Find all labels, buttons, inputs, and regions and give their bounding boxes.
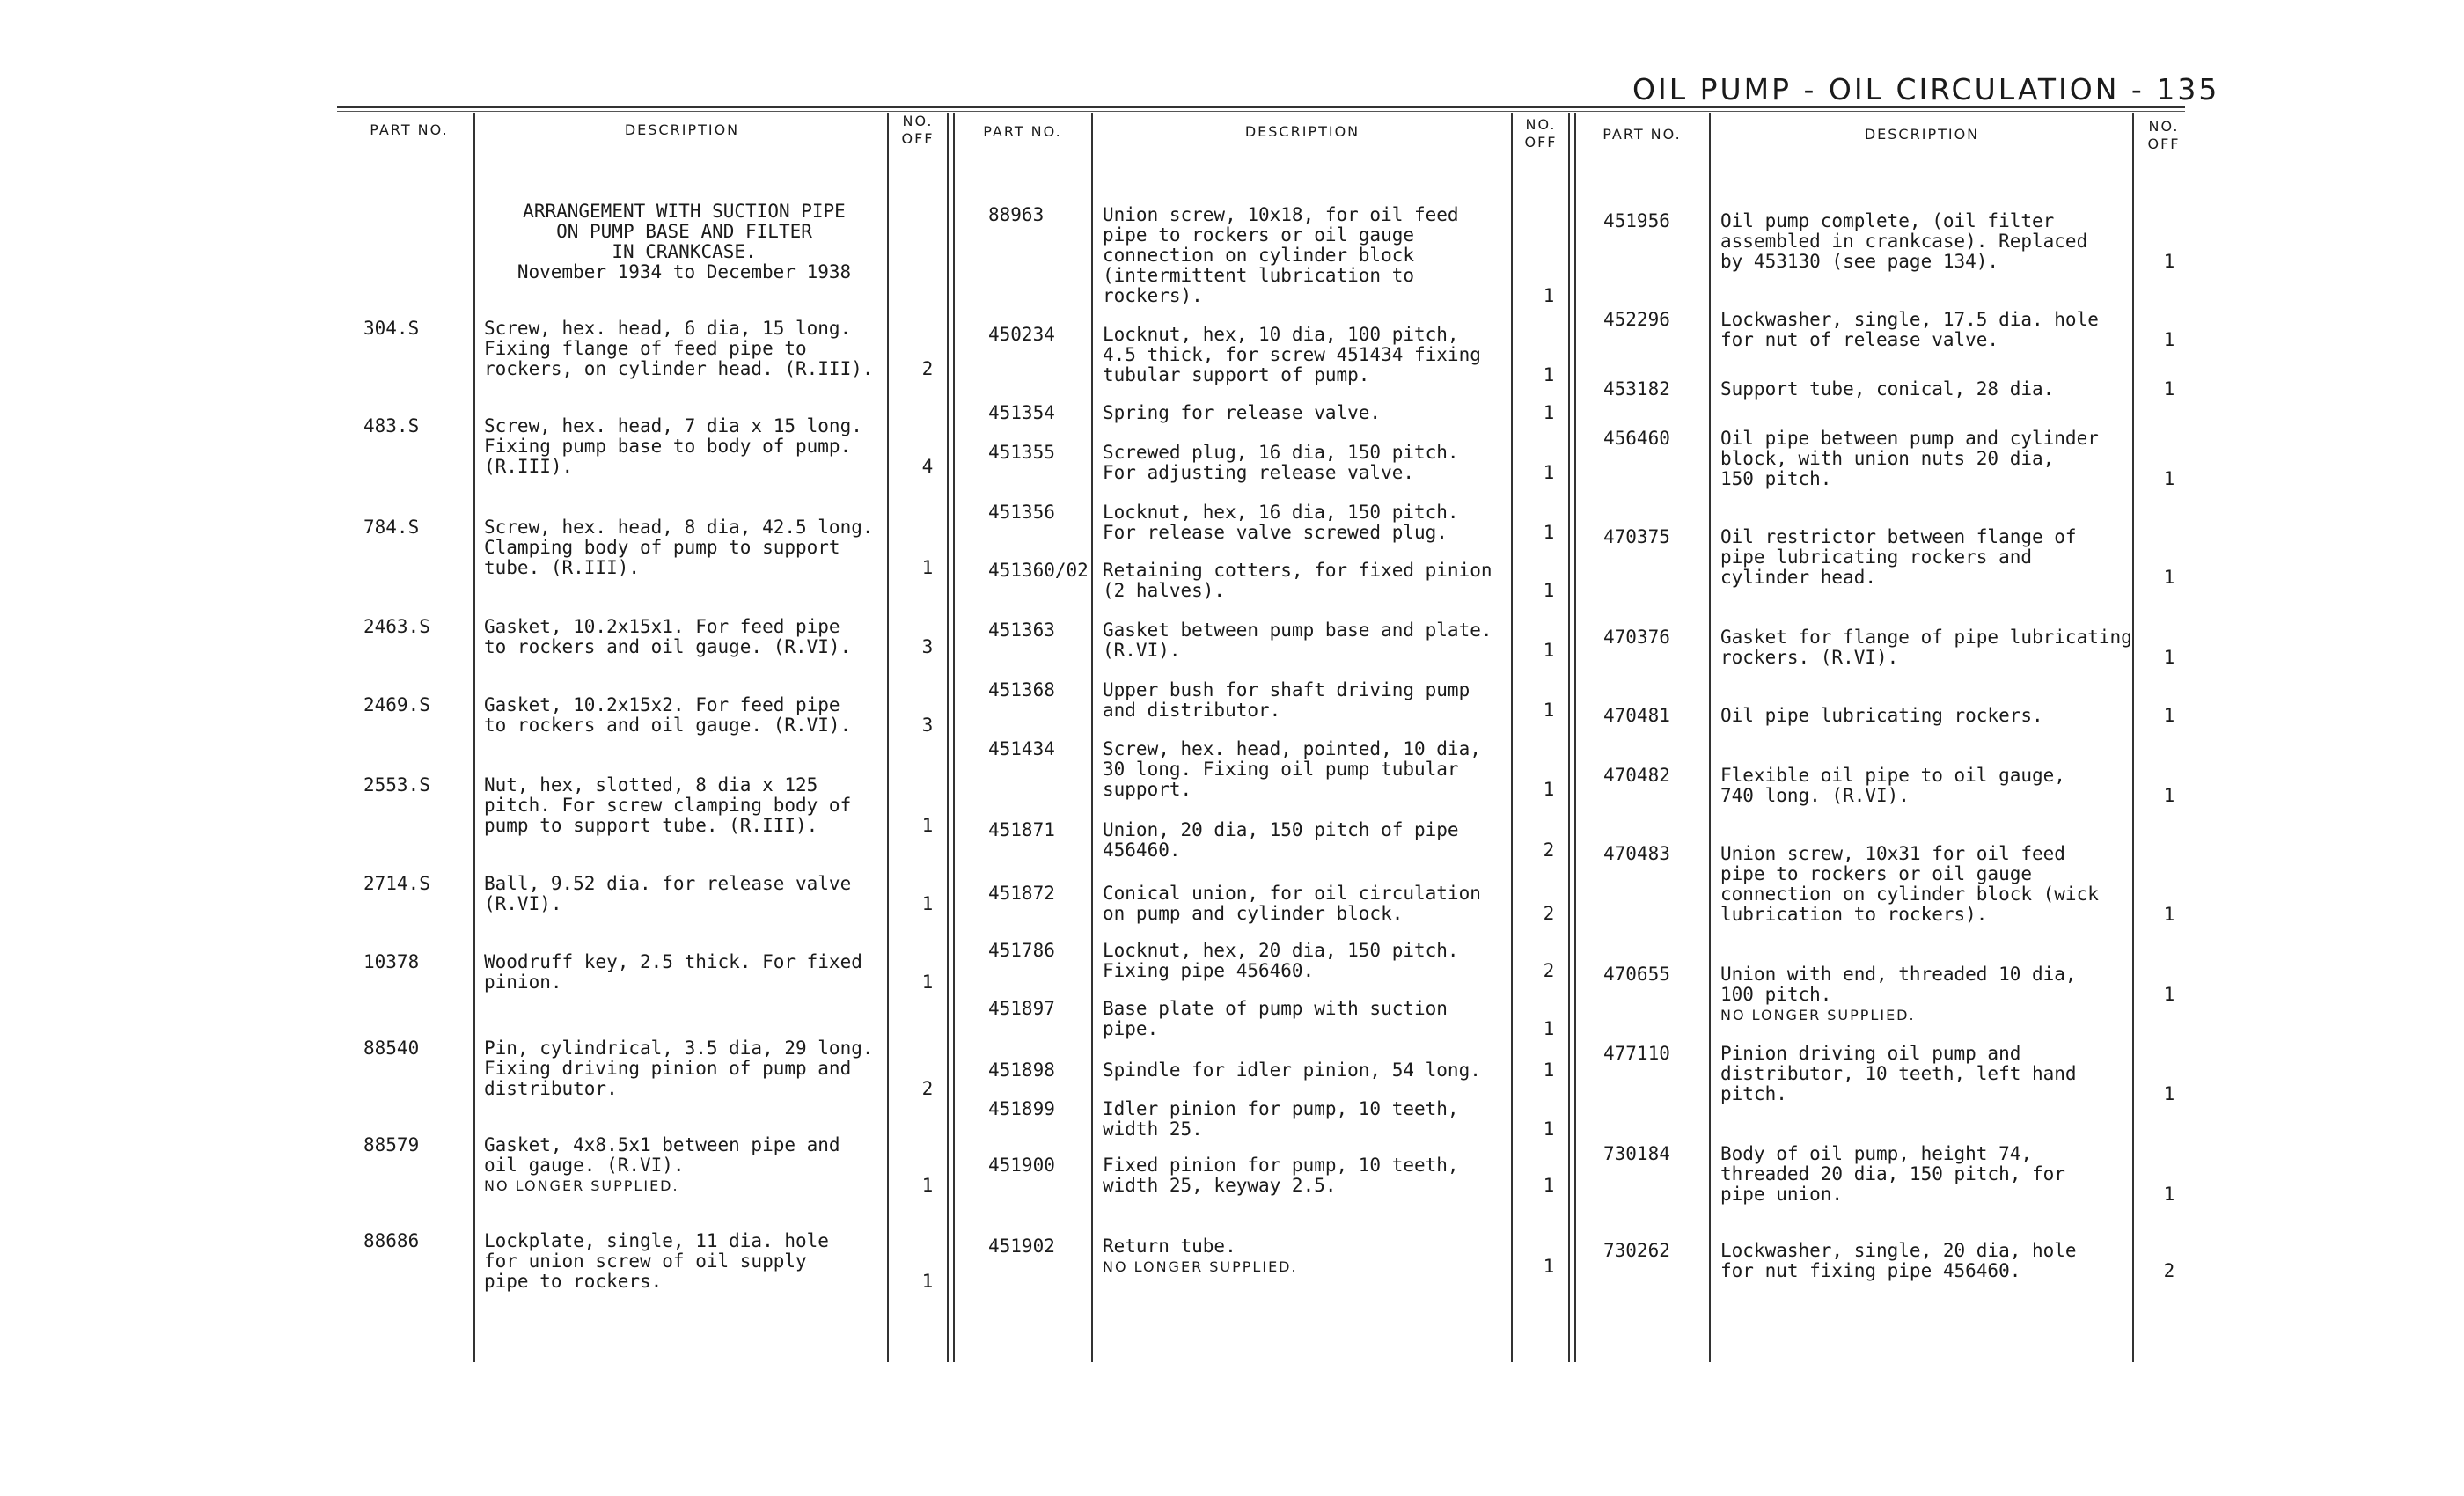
part-description: [1103, 502, 1459, 543]
part-description: [1103, 820, 1459, 861]
quantity: 1: [2163, 1083, 2175, 1104]
part-description: [484, 1038, 874, 1099]
part-description: [1103, 205, 1459, 306]
supply-note: NO LONGER SUPPLIED.: [1103, 1258, 1298, 1275]
description-line: Gasket, 10.2x15x2. For feed pipe: [484, 694, 840, 715]
description-line: pipe union.: [1720, 1184, 1844, 1205]
description-line: Conical union, for oil circulation: [1103, 883, 1481, 904]
description-line: Retaining cotters, for fixed pinion: [1103, 560, 1492, 581]
description-line: pitch. For screw clamping body of: [484, 795, 852, 816]
description-line: Screwed plug, 16 dia, 150 pitch.: [1103, 442, 1459, 463]
description-line: Screw, hex. head, 8 dia, 42.5 long.: [484, 517, 874, 538]
quantity: 1: [921, 1271, 934, 1292]
part-number: 451363: [988, 620, 1055, 641]
description-line: connection on cylinder block: [1103, 245, 1415, 266]
part-number: 88686: [363, 1230, 420, 1251]
description-line: lubrication to rockers).: [1720, 904, 1988, 925]
description-line: Oil pump complete, (oil filter: [1720, 210, 2055, 231]
part-description: [1720, 1044, 2077, 1104]
top-rule-thin: [337, 111, 2185, 112]
description-line: Fixing pump base to body of pump.: [484, 436, 852, 457]
part-description: [1720, 1144, 2065, 1205]
description-line: distributor, 10 teeth, left hand: [1720, 1063, 2077, 1084]
quantity: 1: [1543, 285, 1555, 306]
header-part-no-1: PART NO.: [370, 121, 449, 138]
description-line: (2 halves).: [1103, 580, 1226, 601]
part-number: 730184: [1603, 1143, 1670, 1164]
part-description: [1720, 964, 2077, 1025]
description-line: (intermittent lubrication to: [1103, 265, 1415, 286]
part-description: [1103, 620, 1492, 661]
description-line: For adjusting release valve.: [1103, 462, 1415, 483]
description-line: width 25, keyway 2.5.: [1103, 1175, 1337, 1196]
part-number: 304.S: [363, 318, 420, 339]
part-number: 451956: [1603, 210, 1670, 231]
description-line: cylinder head.: [1720, 567, 1877, 588]
col-divider: [947, 113, 949, 1362]
part-number: 470482: [1603, 765, 1670, 786]
description-line: Locknut, hex, 20 dia, 150 pitch.: [1103, 940, 1459, 961]
part-description: [1720, 844, 2099, 925]
part-description: [484, 617, 851, 657]
description-line: oil gauge. (R.VI).: [484, 1155, 685, 1176]
description-line: pipe to rockers or oil gauge: [1103, 224, 1415, 246]
part-number: 451355: [988, 442, 1055, 463]
description-line: for nut fixing pipe 456460.: [1720, 1260, 2021, 1281]
description-line: Oil pipe between pump and cylinder: [1720, 428, 2099, 449]
part-description: [1103, 941, 1459, 981]
header-description-2: DESCRIPTION: [1244, 123, 1360, 140]
quantity: 1: [2163, 378, 2175, 400]
description-line: Woodruff key, 2.5 thick. For fixed: [484, 951, 862, 972]
quantity: 3: [921, 636, 934, 657]
header-description-1: DESCRIPTION: [624, 121, 740, 138]
description-line: and distributor.: [1103, 700, 1281, 721]
part-number: 483.S: [363, 415, 420, 436]
part-description: [484, 695, 851, 736]
part-description: [1720, 527, 2077, 588]
part-description: [1103, 1099, 1459, 1140]
section-heading: [480, 202, 889, 282]
part-description: [484, 1231, 829, 1292]
header-no: NO.: [2148, 118, 2180, 135]
part-number: 451872: [988, 883, 1055, 904]
description-line: 100 pitch.: [1720, 984, 1832, 1005]
description-line: 150 pitch.: [1720, 468, 1832, 489]
part-description: [484, 319, 874, 379]
description-line: rockers, on cylinder head. (R.III).: [484, 358, 874, 379]
description-line: Pin, cylindrical, 3.5 dia, 29 long.: [484, 1038, 874, 1059]
description-line: support.: [1103, 779, 1192, 800]
part-number: 470376: [1603, 627, 1670, 648]
description-line: Return tube.: [1103, 1236, 1236, 1257]
description-line: (R.VI).: [1103, 640, 1181, 661]
part-description: [1103, 403, 1381, 423]
part-description: [1103, 884, 1481, 924]
part-number: 470481: [1603, 705, 1670, 726]
col-divider: [1574, 113, 1576, 1362]
section-heading-line: ARRANGEMENT WITH SUCTION PIPE: [523, 201, 846, 222]
quantity: 2: [1543, 960, 1555, 981]
part-description: [1103, 1060, 1481, 1081]
description-line: Gasket, 10.2x15x1. For feed pipe: [484, 616, 840, 637]
top-rule: [337, 106, 2185, 108]
description-line: Gasket for flange of pipe lubricating: [1720, 627, 2132, 648]
description-line: Body of oil pump, height 74,: [1720, 1143, 2033, 1164]
col-divider: [887, 113, 889, 1362]
supply-note: NO LONGER SUPPLIED.: [1720, 1007, 1916, 1023]
description-line: width 25.: [1103, 1118, 1203, 1140]
part-number: 451786: [988, 940, 1055, 961]
part-number: 2469.S: [363, 694, 430, 715]
quantity: 1: [1543, 779, 1555, 800]
description-line: block, with union nuts 20 dia,: [1720, 448, 2055, 469]
description-line: Union screw, 10x18, for oil feed: [1103, 204, 1459, 225]
description-line: connection on cylinder block (wick: [1720, 884, 2099, 905]
quantity: 2: [921, 358, 934, 379]
description-line: 456460.: [1103, 840, 1181, 861]
quantity: 1: [2163, 567, 2175, 588]
quantity: 1: [1543, 1118, 1555, 1140]
header-part-no-2: PART NO.: [983, 123, 1062, 140]
description-line: Fixing pipe 456460.: [1103, 960, 1315, 981]
part-description: [1103, 561, 1492, 601]
description-line: Flexible oil pipe to oil gauge,: [1720, 765, 2065, 786]
supply-note: NO LONGER SUPPLIED.: [484, 1177, 679, 1194]
description-line: on pump and cylinder block.: [1103, 903, 1404, 924]
col-divider: [1511, 113, 1513, 1362]
part-description: [1103, 1155, 1459, 1196]
quantity: 1: [1543, 1175, 1555, 1196]
part-number: 450234: [988, 324, 1055, 345]
part-number: 10378: [363, 951, 420, 972]
part-number: 470655: [1603, 964, 1670, 985]
quantity: 1: [1543, 364, 1555, 385]
header-no: NO.: [1525, 116, 1557, 133]
part-number: 451897: [988, 998, 1055, 1019]
part-description: [1720, 429, 2099, 489]
description-line: Union with end, threaded 10 dia,: [1720, 964, 2077, 985]
quantity: 1: [921, 893, 934, 914]
description-line: Screw, hex. head, pointed, 10 dia,: [1103, 738, 1481, 759]
header-no: NO.: [902, 113, 934, 129]
quantity: 1: [2163, 251, 2175, 272]
quantity: 1: [921, 557, 934, 578]
part-description: [1103, 999, 1448, 1039]
description-line: Gasket between pump base and plate.: [1103, 620, 1492, 641]
quantity: 1: [921, 815, 934, 836]
part-description: [484, 517, 874, 578]
quantity: 1: [1543, 1060, 1555, 1081]
description-line: by 453130 (see page 134).: [1720, 251, 1999, 272]
description-line: Oil pipe lubricating rockers.: [1720, 705, 2043, 726]
description-line: pipe to rockers or oil gauge: [1720, 863, 2033, 884]
col-divider: [473, 113, 475, 1362]
part-number: 451434: [988, 738, 1055, 759]
description-line: (R.III).: [484, 456, 574, 477]
part-description: [1103, 325, 1481, 385]
description-line: Pinion driving oil pump and: [1720, 1043, 2021, 1064]
quantity: 2: [1543, 903, 1555, 924]
part-number: 784.S: [363, 517, 420, 538]
quantity: 1: [1543, 640, 1555, 661]
description-line: Lockwasher, single, 17.5 dia. hole: [1720, 309, 2099, 330]
quantity: 2: [921, 1078, 934, 1099]
description-line: to rockers and oil gauge. (R.VI).: [484, 636, 852, 657]
header-no-off-2: [1514, 116, 1568, 151]
part-description: [484, 1135, 840, 1196]
description-line: (R.VI).: [484, 893, 562, 914]
description-line: Idler pinion for pump, 10 teeth,: [1103, 1098, 1459, 1119]
part-number: 451902: [988, 1236, 1055, 1257]
description-line: Nut, hex, slotted, 8 dia x 125: [484, 774, 818, 796]
description-line: Ball, 9.52 dia. for release valve: [484, 873, 852, 894]
col-divider: [953, 113, 955, 1362]
description-line: Union, 20 dia, 150 pitch of pipe: [1103, 819, 1459, 840]
quantity: 1: [1543, 522, 1555, 543]
col-divider: [2132, 113, 2134, 1362]
quantity: 2: [2163, 1260, 2175, 1281]
quantity: 1: [1543, 700, 1555, 721]
description-line: 740 long. (R.VI).: [1720, 785, 1910, 806]
quantity: 1: [1543, 462, 1555, 483]
description-line: pinion.: [484, 972, 562, 993]
description-line: Base plate of pump with suction: [1103, 998, 1448, 1019]
part-number: 451900: [988, 1155, 1055, 1176]
part-number: 730262: [1603, 1240, 1670, 1261]
quantity: 1: [2163, 705, 2175, 726]
description-line: to rockers and oil gauge. (R.VI).: [484, 715, 852, 736]
description-line: pump to support tube. (R.III).: [484, 815, 818, 836]
quantity: 1: [2163, 785, 2175, 806]
part-number: 2553.S: [363, 774, 430, 796]
description-line: Lockwasher, single, 20 dia, hole: [1720, 1240, 2077, 1261]
part-description: [484, 874, 851, 914]
part-description: [1103, 443, 1459, 483]
part-number: 88963: [988, 204, 1045, 225]
description-line: Screw, hex. head, 6 dia, 15 long.: [484, 318, 852, 339]
quantity: 1: [2163, 1184, 2175, 1205]
section-heading-line: November 1934 to December 1938: [517, 261, 852, 282]
description-line: Support tube, conical, 28 dia.: [1720, 378, 2055, 400]
header-off: OFF: [1524, 134, 1558, 150]
description-line: Lockplate, single, 11 dia. hole: [484, 1230, 829, 1251]
part-number: 477110: [1603, 1043, 1670, 1064]
part-number: 470483: [1603, 843, 1670, 864]
section-heading-line: ON PUMP BASE AND FILTER: [556, 221, 812, 242]
description-line: Fixed pinion for pump, 10 teeth,: [1103, 1155, 1459, 1176]
quantity: 1: [1543, 402, 1555, 423]
description-line: threaded 20 dia, 150 pitch, for: [1720, 1163, 2065, 1184]
part-number: 453182: [1603, 378, 1670, 400]
description-line: 4.5 thick, for screw 451434 fixing: [1103, 344, 1481, 365]
part-number: 2463.S: [363, 616, 430, 637]
description-line: rockers).: [1103, 285, 1203, 306]
part-description: [1720, 310, 2099, 350]
section-heading-line: IN CRANKCASE.: [612, 241, 757, 262]
description-line: For release valve screwed plug.: [1103, 522, 1448, 543]
header-no-off-1: [889, 113, 947, 148]
description-line: Upper bush for shaft driving pump: [1103, 679, 1470, 700]
description-line: assembled in crankcase). Replaced: [1720, 231, 2088, 252]
part-number: 451898: [988, 1060, 1055, 1081]
header-description-3: DESCRIPTION: [1864, 126, 1980, 143]
description-line: pipe to rockers.: [484, 1271, 663, 1292]
description-line: Oil restrictor between flange of: [1720, 526, 2077, 547]
description-line: tubular support of pump.: [1103, 364, 1370, 385]
quantity: 1: [1543, 580, 1555, 601]
quantity: 2: [1543, 840, 1555, 861]
part-number: 451871: [988, 819, 1055, 840]
description-line: Fixing driving pinion of pump and: [484, 1058, 852, 1079]
part-number: 451899: [988, 1098, 1055, 1119]
quantity: 3: [921, 715, 934, 736]
description-line: Locknut, hex, 16 dia, 150 pitch.: [1103, 502, 1459, 523]
part-number: 470375: [1603, 526, 1670, 547]
quantity: 1: [2163, 984, 2175, 1005]
description-line: pipe lubricating rockers and: [1720, 546, 2033, 568]
description-line: distributor.: [484, 1078, 618, 1099]
part-description: [1103, 680, 1470, 721]
description-line: for nut of release valve.: [1720, 329, 1999, 350]
col-divider: [1091, 113, 1093, 1362]
header-no-off-3: [2135, 118, 2193, 153]
quantity: 1: [1543, 1256, 1555, 1277]
description-line: rockers. (R.VI).: [1720, 647, 1899, 668]
part-number: 456460: [1603, 428, 1670, 449]
part-description: [1103, 739, 1481, 800]
part-description: [1720, 627, 2132, 668]
part-description: [484, 416, 862, 477]
part-number: 451356: [988, 502, 1055, 523]
header-off: OFF: [901, 130, 935, 147]
description-line: Spring for release valve.: [1103, 402, 1382, 423]
description-line: Clamping body of pump to support: [484, 537, 840, 558]
part-description: [1720, 706, 2043, 726]
description-line: for union screw of oil supply: [484, 1250, 807, 1272]
part-description: [1720, 766, 2065, 806]
part-description: [484, 952, 862, 993]
quantity: 1: [921, 972, 934, 993]
description-line: tube. (R.III).: [484, 557, 641, 578]
header-part-no-3: PART NO.: [1602, 126, 1682, 143]
part-description: [1720, 211, 2087, 272]
description-line: Fixing flange of feed pipe to: [484, 338, 807, 359]
quantity: 4: [921, 456, 934, 477]
quantity: 1: [921, 1175, 934, 1196]
part-number: 88540: [363, 1038, 420, 1059]
description-line: pipe.: [1103, 1018, 1159, 1039]
part-number: 451368: [988, 679, 1055, 700]
quantity: 1: [2163, 468, 2175, 489]
quantity: 1: [2163, 904, 2175, 925]
col-divider: [1568, 113, 1570, 1362]
quantity: 1: [2163, 329, 2175, 350]
description-line: Screw, hex. head, 7 dia x 15 long.: [484, 415, 862, 436]
description-line: Gasket, 4x8.5x1 between pipe and: [484, 1134, 840, 1155]
part-number: 2714.S: [363, 873, 430, 894]
part-number: 451360/02: [988, 560, 1089, 581]
part-number: 452296: [1603, 309, 1670, 330]
quantity: 1: [2163, 647, 2175, 668]
col-divider: [1709, 113, 1711, 1362]
part-description: [1103, 1236, 1298, 1277]
description-line: Union screw, 10x31 for oil feed: [1720, 843, 2065, 864]
part-description: [1720, 379, 2054, 400]
header-off: OFF: [2147, 136, 2181, 152]
description-line: Spindle for idler pinion, 54 long.: [1103, 1060, 1481, 1081]
part-number: 88579: [363, 1134, 420, 1155]
description-line: Locknut, hex, 10 dia, 100 pitch,: [1103, 324, 1459, 345]
page-title: OIL PUMP - OIL CIRCULATION - 135: [1632, 72, 2220, 106]
description-line: 30 long. Fixing oil pump tubular: [1103, 759, 1459, 780]
part-description: [484, 775, 851, 836]
part-description: [1720, 1241, 2077, 1281]
description-line: pitch.: [1720, 1083, 1787, 1104]
quantity: 1: [1543, 1018, 1555, 1039]
part-number: 451354: [988, 402, 1055, 423]
